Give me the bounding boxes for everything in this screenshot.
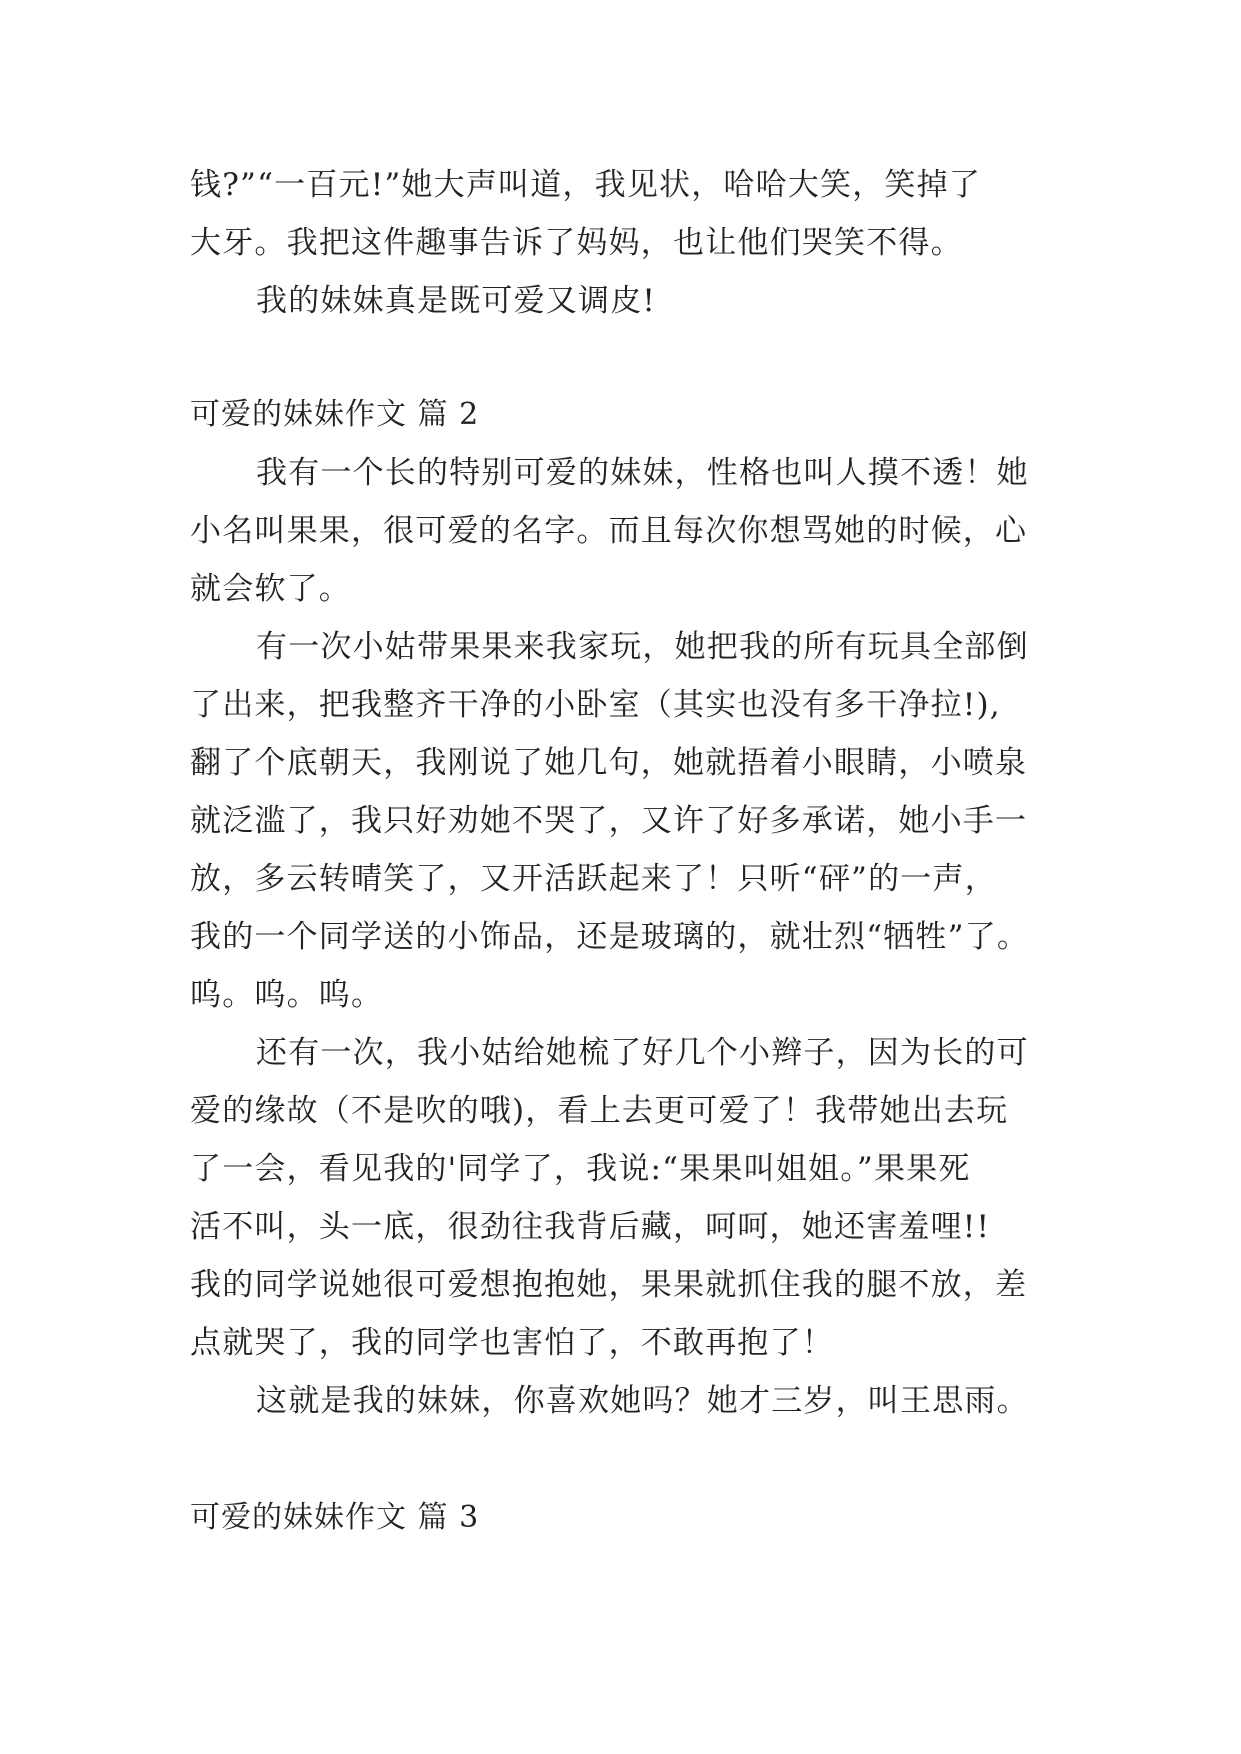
text-line: 就会软了。 bbox=[190, 571, 351, 607]
text-line: 点就哭了，我的同学也害怕了，不敢再抱了！ bbox=[190, 1325, 834, 1361]
text-line: 就泛滥了，我只好劝她不哭了，又许了好多承诺，她小手一 bbox=[190, 803, 1028, 839]
paragraph bbox=[190, 444, 1070, 618]
paragraph bbox=[190, 1024, 1070, 1372]
text-line: 翻了个底朝天，我刚说了她几句，她就捂着小眼睛，小喷泉 bbox=[190, 745, 1028, 781]
document-content bbox=[190, 156, 1070, 1547]
intro-closing-paragraph bbox=[190, 272, 1070, 330]
text-line: 我有一个长的特别可爱的妹妹，性格也叫人摸不透！她 bbox=[256, 455, 1029, 491]
text-line: 我的妹妹真是既可爱又调皮! bbox=[256, 283, 657, 319]
text-line: 有一次小姑带果果来我家玩，她把我的所有玩具全部倒 bbox=[256, 629, 1029, 665]
paragraph bbox=[190, 618, 1070, 1024]
text-line: 我的一个同学送的小饰品，还是玻璃的，就壮烈“牺牲”了。 bbox=[190, 919, 1030, 955]
text-line: 活不叫，头一底，很劲往我背后藏，呵呵，她还害羞哩!! bbox=[190, 1209, 991, 1245]
text-line: 放，多云转晴笑了，又开活跃起来了！只听“砰”的一声， bbox=[190, 861, 997, 897]
paragraph bbox=[190, 1372, 1070, 1430]
text-line: 这就是我的妹妹，你喜欢她吗？她才三岁，叫王思雨。 bbox=[256, 1383, 1029, 1419]
intro-paragraph bbox=[190, 156, 1070, 272]
section-heading: 可爱的妹妹作文 篇 3 bbox=[190, 1500, 480, 1535]
text-line: 呜。呜。呜。 bbox=[190, 977, 384, 1013]
text-line: 了出来，把我整齐干净的小卧室（其实也没有多干净拉!), bbox=[190, 687, 1001, 723]
text-line: 爱的缘故（不是吹的哦)，看上去更可爱了！我带她出去玩 bbox=[190, 1093, 1009, 1129]
text-line: 还有一次，我小姑给她梳了好几个小辫子，因为长的可 bbox=[256, 1035, 1029, 1071]
text-line: 了一会，看见我的'同学了，我说:“果果叫姐姐。”果果死 bbox=[190, 1151, 971, 1187]
section-heading: 可爱的妹妹作文 篇 2 bbox=[190, 397, 480, 432]
text-line: 钱?”“一百元!”她大声叫道，我见状，哈哈大笑，笑掉了 bbox=[190, 167, 982, 203]
text-line: 大牙。我把这件趣事告诉了妈妈，也让他们哭笑不得。 bbox=[190, 225, 963, 261]
text-line: 我的同学说她很可爱想抱抱她，果果就抓住我的腿不放，差 bbox=[190, 1267, 1028, 1303]
text-line: 小名叫果果，很可爱的名字。而且每次你想骂她的时候，心 bbox=[190, 513, 1028, 549]
